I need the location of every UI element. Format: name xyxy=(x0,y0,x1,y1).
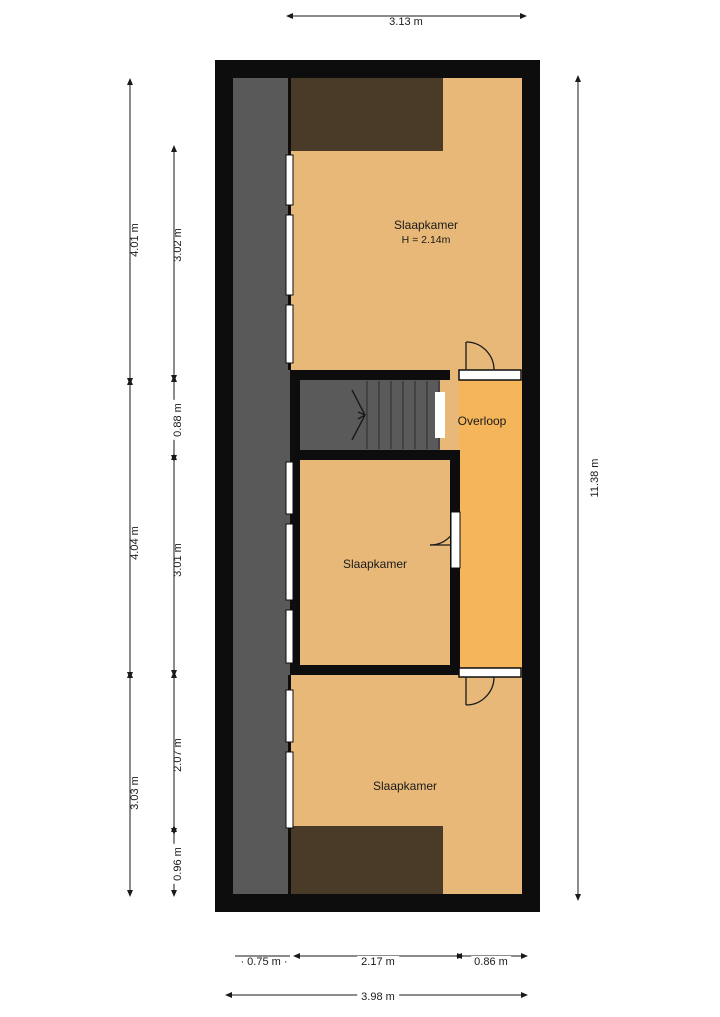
dim-left-0-96: 0.96 m xyxy=(172,844,184,884)
room-label-slaapkamer-top: Slaapkamer xyxy=(393,218,459,232)
dim-bottom-0-86: 0.86 m xyxy=(471,956,511,968)
wall-stair-left xyxy=(290,370,300,460)
dim-left-3-02: 3.02 m xyxy=(172,228,184,262)
dim-left-3-03: 3.03 m xyxy=(129,776,141,810)
dim-left-3-01: 3.01 m xyxy=(172,543,184,577)
low-ceiling-zone xyxy=(233,78,290,894)
room-label-overloop: Overloop xyxy=(457,414,507,428)
dormer-top xyxy=(291,78,443,151)
windows-left xyxy=(286,155,293,828)
dim-right-11-38: 11.38 m xyxy=(589,458,601,498)
room-label-slaapkamer-bottom: Slaapkamer xyxy=(372,779,438,793)
staircase xyxy=(300,380,440,450)
dormer-bottom xyxy=(291,826,443,894)
room-label-slaapkamer-middle: Slaapkamer xyxy=(342,557,408,571)
wall-stair-bottom xyxy=(290,450,450,460)
wall-top-bedroom-bottom xyxy=(290,370,450,380)
dim-left-4-04: 4.04 m xyxy=(129,526,141,560)
dim-top-3-13: 3.13 m xyxy=(389,16,423,28)
dim-bottom-2-17: 2.17 m xyxy=(357,956,399,968)
dim-left-2-07: 2.07 m xyxy=(172,738,184,772)
dim-bottom-3-98: 3.98 m xyxy=(357,991,399,1003)
door-opening-middle xyxy=(451,512,460,568)
wall-middle-bedroom-bottom xyxy=(290,665,460,675)
room-height-slaapkamer-top: H = 2.14m xyxy=(401,234,451,246)
stair-opening xyxy=(435,392,445,438)
dim-bottom-0-75: · 0.75 m · xyxy=(240,956,288,968)
dim-left-4-01: 4.01 m xyxy=(129,223,141,257)
dim-left-0-88: 0.88 m xyxy=(172,400,184,440)
